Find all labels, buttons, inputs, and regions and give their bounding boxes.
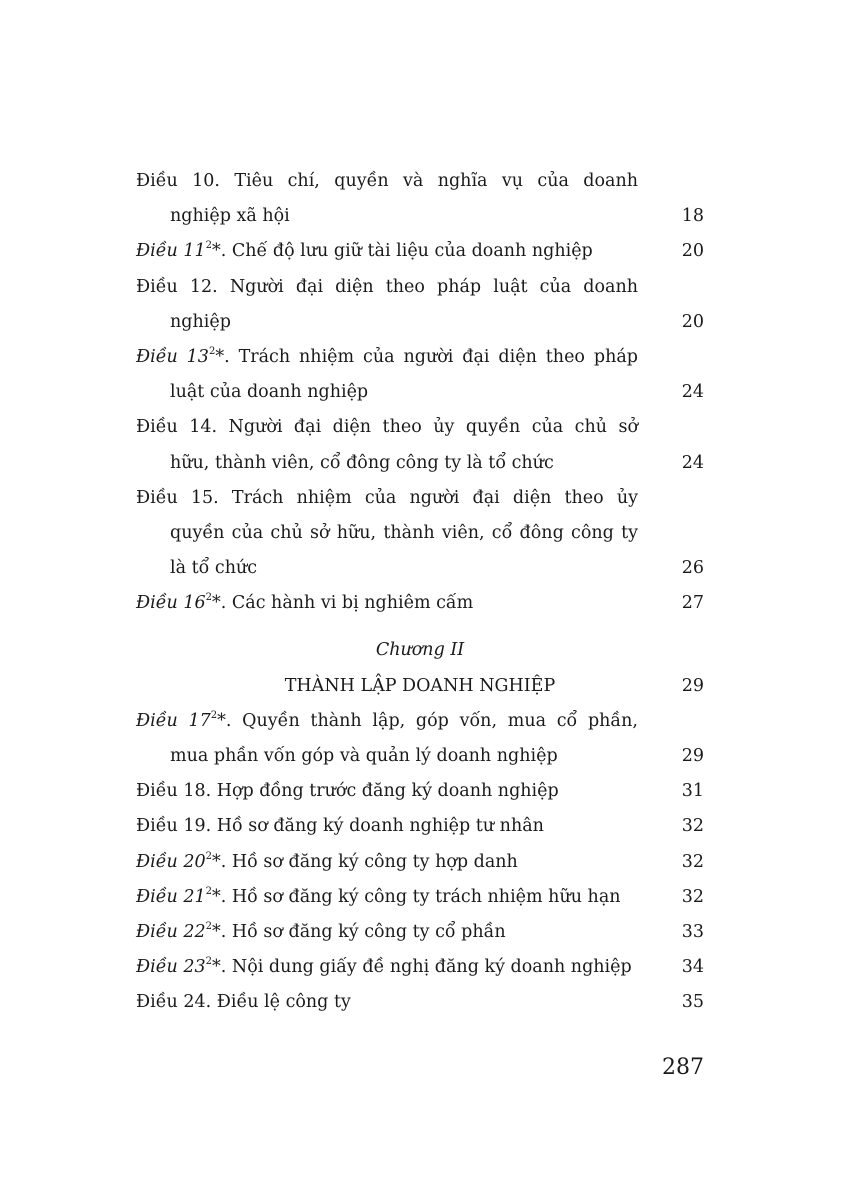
article-label: Điều 21 (136, 886, 206, 907)
page-ref: 32 (681, 886, 704, 907)
article-label: Điều 19. (136, 816, 212, 837)
table-of-contents (136, 164, 704, 1021)
page-ref: 26 (681, 558, 704, 579)
page-ref: 18 (681, 206, 704, 227)
entry-text (170, 516, 638, 551)
footnote-sup: 2 (205, 956, 212, 968)
toc-entry (136, 809, 704, 844)
article-label: Điều 22 (136, 921, 206, 942)
toc-entry (136, 340, 704, 375)
page-ref: 29 (681, 675, 704, 696)
entry-title: Điều lệ công ty (216, 992, 351, 1013)
section-heading (136, 669, 704, 704)
page-ref: 24 (681, 382, 704, 403)
entry-text (170, 446, 638, 481)
entry-text (170, 199, 638, 234)
toc-entry (136, 915, 704, 950)
article-label: Điều 23 (136, 957, 206, 978)
article-label: Điều 16 (136, 593, 206, 614)
article-label: Điều 12. (136, 276, 218, 297)
entry-text (136, 586, 638, 621)
page-ref: 32 (681, 851, 704, 872)
toc-entry (136, 880, 704, 915)
entry-title: là tổ chức (170, 558, 258, 579)
entry-text (136, 845, 638, 880)
entry-text (170, 551, 638, 586)
article-label: Điều 18. (136, 781, 212, 802)
entry-title: hữu, thành viên, cổ đông công ty là tổ chức (170, 452, 554, 473)
page-ref: 34 (681, 957, 704, 978)
entry-title: mua phần vốn góp và quản lý doanh nghiệp (170, 746, 558, 766)
entry-title: nghiệp (170, 311, 231, 332)
page-ref: 29 (681, 746, 704, 766)
entry-text (136, 915, 638, 950)
footnote-sup: 2 (205, 920, 212, 932)
entry-text (136, 950, 638, 985)
toc-entry (136, 164, 704, 199)
footnote-sup: 2 (205, 885, 212, 897)
entry-text (136, 774, 638, 809)
entry-title: Hợp đồng trước đăng ký doanh nghiệp (216, 781, 559, 802)
entry-title: Hồ sơ đăng ký doanh nghiệp tư nhân (216, 816, 544, 837)
entry-title: Tiêu chí, quyền và nghĩa vụ của doanh (234, 171, 638, 191)
page-ref: 20 (681, 311, 704, 332)
page-ref: 24 (681, 452, 704, 473)
entry-text (136, 234, 638, 269)
entry-title: nghiệp xã hội (170, 206, 290, 227)
entry-text (170, 739, 638, 774)
entry-title: Trách nhiệm của người đại diện theo pháp (238, 346, 638, 367)
entry-title: Nội dung giấy đề nghị đăng ký doanh nghiệp (231, 957, 632, 978)
entry-text (136, 809, 638, 844)
entry-text (136, 704, 638, 739)
entry-title: quyền của chủ sở hữu, thành viên, cổ đông công ty (170, 522, 638, 543)
article-label: Điều 13 (136, 346, 209, 367)
entry-title: Hồ sơ đăng ký công ty trách nhiệm hữu hạn (231, 886, 621, 907)
toc-entry-continuation (136, 446, 704, 481)
entry-text (136, 880, 638, 915)
article-label: Điều 11 (136, 241, 206, 262)
section-title: THÀNH LẬP DOANH NGHIỆP (284, 675, 556, 696)
page-ref: 20 (681, 241, 704, 262)
article-mark: *. (217, 710, 232, 731)
footnote-sup: 2 (205, 850, 212, 862)
footnote-sup: 2 (205, 240, 212, 252)
toc-entry (136, 410, 704, 445)
footnote-sup: 2 (210, 709, 218, 721)
toc-entry-continuation (136, 739, 704, 774)
toc-entry (136, 270, 704, 305)
article-label: Điều 15. (136, 487, 219, 508)
footnote-sup: 2 (205, 592, 212, 604)
entry-title: Hồ sơ đăng ký công ty cổ phần (231, 921, 506, 942)
entry-text (136, 340, 638, 375)
toc-entry (136, 586, 704, 621)
entry-text (170, 375, 638, 410)
toc-entry (136, 704, 704, 739)
toc-entry-continuation (136, 551, 704, 586)
toc-entry (136, 845, 704, 880)
article-label: Điều 20 (136, 851, 206, 872)
article-label: Điều 24. (136, 992, 212, 1013)
toc-entry-continuation (136, 516, 704, 551)
article-mark: *. (211, 241, 227, 262)
entry-title: Hồ sơ đăng ký công ty hợp danh (231, 851, 518, 872)
article-mark: *. (211, 957, 227, 978)
chapter-label: Chương II (375, 640, 465, 661)
article-label: Điều 14. (136, 417, 218, 438)
toc-entry (136, 774, 704, 809)
entry-title: Các hành vi bị nghiêm cấm (231, 593, 474, 614)
entry-title: luật của doanh nghiệp (170, 382, 369, 403)
entry-title: Trách nhiệm của người đại diện theo ủy (231, 487, 638, 508)
footnote-sup: 2 (208, 345, 216, 357)
article-mark: *. (211, 593, 227, 614)
toc-entry (136, 950, 704, 985)
entry-text (136, 410, 638, 445)
toc-entry-continuation (136, 375, 704, 410)
article-mark: *. (211, 921, 227, 942)
entry-title: Chế độ lưu giữ tài liệu của doanh nghiệp (231, 241, 593, 262)
article-mark: *. (211, 886, 227, 907)
entry-text (136, 985, 638, 1020)
article-mark: *. (211, 851, 227, 872)
page-ref: 27 (681, 593, 704, 614)
chapter-heading (136, 633, 704, 668)
toc-entry-continuation (136, 305, 704, 340)
page-ref: 35 (681, 992, 704, 1013)
entry-text (136, 270, 638, 305)
entry-text (170, 305, 638, 340)
page-ref: 32 (681, 816, 704, 837)
entry-text (136, 164, 638, 199)
article-label: Điều 10. (136, 171, 220, 191)
entry-title: Người đại diện theo ủy quyền của chủ sở (228, 417, 638, 438)
toc-entry-continuation (136, 199, 704, 234)
page-ref: 31 (681, 781, 704, 802)
article-label: Điều 17 (136, 710, 211, 731)
entry-title: Quyền thành lập, góp vốn, mua cổ phần, (242, 710, 638, 731)
toc-entry (136, 481, 704, 516)
toc-entry (136, 985, 704, 1020)
toc-entry (136, 234, 704, 269)
article-mark: *. (215, 346, 230, 367)
page-ref: 33 (681, 921, 704, 942)
entry-title: Người đại diện theo pháp luật của doanh (229, 276, 638, 297)
page-number: 287 (662, 1055, 704, 1080)
entry-text (136, 481, 638, 516)
